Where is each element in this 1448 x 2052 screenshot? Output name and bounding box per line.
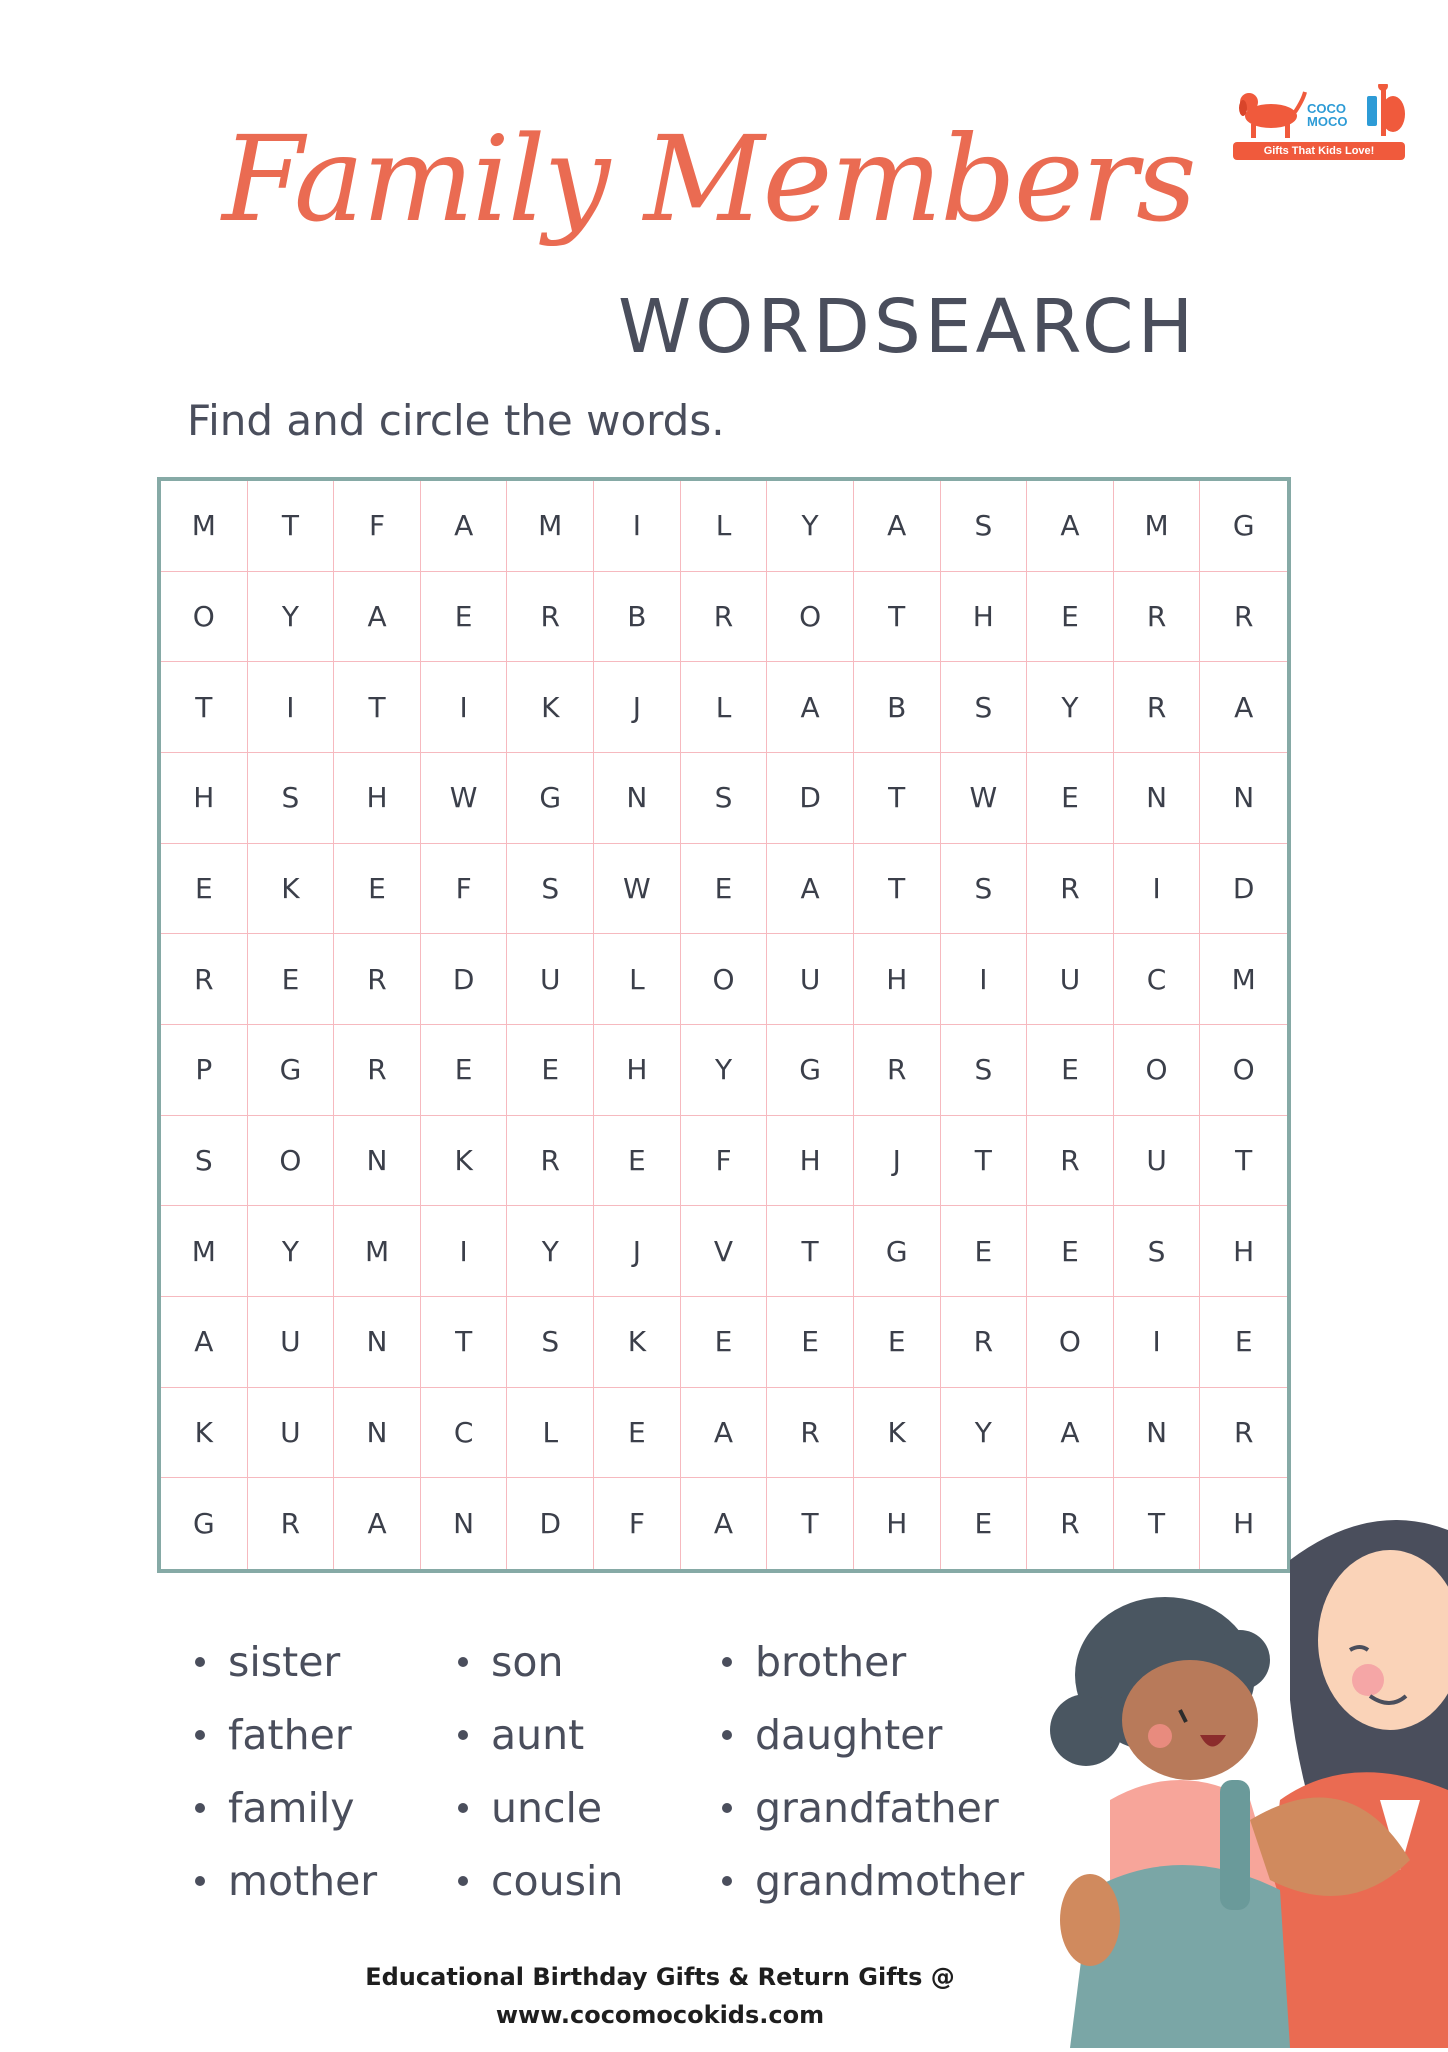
grid-cell[interactable]: D <box>767 753 854 844</box>
grid-cell[interactable]: Y <box>767 481 854 572</box>
word-label: uncle <box>491 1783 603 1832</box>
grid-cell[interactable]: K <box>594 1297 681 1388</box>
bullet-icon <box>195 1730 205 1740</box>
grid-cell[interactable]: R <box>1200 572 1287 663</box>
word-list-column-1 <box>195 1625 377 1917</box>
grid-cell[interactable]: Y <box>248 1206 335 1297</box>
grid-cell[interactable]: S <box>248 753 335 844</box>
grid-cell[interactable]: S <box>507 1297 594 1388</box>
grid-cell[interactable]: U <box>767 934 854 1025</box>
grid-cell[interactable]: U <box>248 1388 335 1479</box>
grid-cell[interactable]: R <box>1027 844 1114 935</box>
word-list-item <box>458 1698 623 1771</box>
grid-cell[interactable]: O <box>681 934 768 1025</box>
word-list-item <box>722 1771 1024 1844</box>
bullet-icon <box>722 1730 732 1740</box>
grid-cell[interactable]: E <box>767 1297 854 1388</box>
word-label: grandmother <box>755 1856 1025 1905</box>
grid-cell[interactable]: S <box>161 1116 248 1207</box>
grid-cell[interactable]: T <box>941 1116 1028 1207</box>
instruction-text: Find and circle the words. <box>187 396 725 445</box>
grid-cell[interactable]: A <box>1027 1388 1114 1479</box>
grid-cell[interactable]: O <box>767 572 854 663</box>
bullet-icon <box>458 1876 468 1886</box>
grid-cell[interactable]: N <box>594 753 681 844</box>
grid-cell[interactable]: D <box>421 934 508 1025</box>
grid-cell[interactable]: S <box>681 753 768 844</box>
logo-text-moco: MOCO <box>1307 114 1348 129</box>
grid-cell[interactable]: R <box>1114 572 1201 663</box>
grid-cell[interactable]: I <box>1114 844 1201 935</box>
grid-cell[interactable]: R <box>161 934 248 1025</box>
word-label: brother <box>755 1637 907 1686</box>
grid-cell[interactable]: S <box>507 844 594 935</box>
grid-cell[interactable]: W <box>594 844 681 935</box>
grid-cell[interactable]: E <box>1027 572 1114 663</box>
grid-cell[interactable]: A <box>1200 662 1287 753</box>
wordsearch-grid <box>157 477 1291 1573</box>
word-label: mother <box>228 1856 378 1905</box>
grid-cell[interactable]: O <box>1114 1025 1201 1116</box>
brand-logo <box>1233 84 1413 164</box>
word-list-item <box>195 1698 377 1771</box>
word-list-item <box>458 1844 623 1917</box>
grid-cell[interactable]: G <box>854 1206 941 1297</box>
grid-cell[interactable]: U <box>248 1297 335 1388</box>
grid-cell[interactable]: M <box>161 1206 248 1297</box>
grid-cell[interactable]: E <box>1200 1297 1287 1388</box>
grid-cell[interactable]: O <box>1200 1025 1287 1116</box>
logo-tagline: Gifts That Kids Love! <box>1233 142 1405 160</box>
word-label: sister <box>228 1637 341 1686</box>
grid-cell[interactable]: G <box>767 1025 854 1116</box>
grid-cell[interactable]: C <box>421 1388 508 1479</box>
bullet-icon <box>458 1730 468 1740</box>
grid-cell[interactable]: A <box>161 1297 248 1388</box>
hug-illustration-icon <box>1050 1500 1448 2048</box>
grid-cell[interactable]: L <box>681 662 768 753</box>
grid-cell[interactable]: I <box>594 481 681 572</box>
grid-cell[interactable]: R <box>1114 662 1201 753</box>
grid-cell[interactable]: L <box>681 481 768 572</box>
word-list-item <box>195 1844 377 1917</box>
grid-cell[interactable]: P <box>161 1025 248 1116</box>
grid-cell[interactable]: E <box>1027 1206 1114 1297</box>
grid-cell[interactable]: H <box>1200 1206 1287 1297</box>
grid-cell[interactable]: A <box>334 1478 421 1569</box>
word-label: father <box>228 1710 352 1759</box>
grid-cell[interactable]: R <box>941 1297 1028 1388</box>
grid-cell[interactable]: I <box>1114 1297 1201 1388</box>
word-list-item <box>458 1771 623 1844</box>
word-list-item <box>195 1625 377 1698</box>
grid-cell[interactable]: I <box>248 662 335 753</box>
bullet-icon <box>195 1657 205 1667</box>
grid-cell[interactable]: E <box>681 844 768 935</box>
grid-cell[interactable]: B <box>854 662 941 753</box>
grid-cell[interactable]: Y <box>248 572 335 663</box>
grid-cell[interactable]: M <box>334 1206 421 1297</box>
grid-cell[interactable]: J <box>854 1116 941 1207</box>
bullet-icon <box>458 1803 468 1813</box>
grid-cell[interactable]: S <box>941 662 1028 753</box>
bullet-icon <box>195 1876 205 1886</box>
grid-cell[interactable]: Y <box>681 1025 768 1116</box>
grid-cell[interactable]: R <box>248 1478 335 1569</box>
grid-cell[interactable]: K <box>421 1116 508 1207</box>
grid-cell[interactable]: A <box>1027 481 1114 572</box>
grid-cell[interactable]: A <box>681 1478 768 1569</box>
grid-cell[interactable]: E <box>421 572 508 663</box>
grid-cell[interactable]: I <box>941 934 1028 1025</box>
grid-cell[interactable]: R <box>334 934 421 1025</box>
grid-cell[interactable]: F <box>421 844 508 935</box>
grid-cell[interactable]: H <box>854 1478 941 1569</box>
grid-cell[interactable]: R <box>854 1025 941 1116</box>
grid-cell[interactable]: N <box>421 1478 508 1569</box>
word-list-item <box>195 1771 377 1844</box>
grid-cell[interactable]: K <box>248 844 335 935</box>
grid-cell[interactable]: R <box>507 1116 594 1207</box>
grid-cell[interactable]: S <box>941 844 1028 935</box>
grid-cell[interactable]: E <box>1027 753 1114 844</box>
grid-cell[interactable]: W <box>941 753 1028 844</box>
grid-cell[interactable]: T <box>248 481 335 572</box>
grid-cell[interactable]: Y <box>1027 662 1114 753</box>
bullet-icon <box>195 1803 205 1813</box>
word-label: family <box>228 1783 355 1832</box>
grid-cell[interactable]: E <box>941 1478 1028 1569</box>
grid-cell[interactable]: H <box>767 1116 854 1207</box>
grid-cell[interactable]: T <box>161 662 248 753</box>
grid-cell[interactable]: T <box>854 753 941 844</box>
bullet-icon <box>722 1657 732 1667</box>
grid-cell[interactable]: M <box>1200 934 1287 1025</box>
grid-cell[interactable]: W <box>421 753 508 844</box>
grid-cell[interactable]: F <box>681 1116 768 1207</box>
grid-cell[interactable]: N <box>334 1388 421 1479</box>
grid-cell[interactable]: A <box>681 1388 768 1479</box>
grid-cell[interactable]: S <box>1114 1206 1201 1297</box>
grid-cell[interactable]: T <box>1114 1478 1201 1569</box>
grid-cell[interactable]: T <box>334 662 421 753</box>
word-list-item <box>722 1698 1024 1771</box>
grid-cell[interactable]: Y <box>941 1388 1028 1479</box>
grid-cell[interactable]: F <box>334 481 421 572</box>
grid-cell[interactable]: A <box>854 481 941 572</box>
grid-cell[interactable]: H <box>594 1025 681 1116</box>
grid-cell[interactable]: O <box>1027 1297 1114 1388</box>
grid-cell[interactable]: C <box>1114 934 1201 1025</box>
word-label: grandfather <box>755 1783 999 1832</box>
grid-cell[interactable]: I <box>421 662 508 753</box>
grid-cell[interactable]: S <box>941 481 1028 572</box>
grid-cell[interactable]: U <box>507 934 594 1025</box>
grid-cell[interactable]: E <box>1027 1025 1114 1116</box>
footer <box>300 1958 1020 2034</box>
word-label: son <box>491 1637 564 1686</box>
grid-cell[interactable]: E <box>248 934 335 1025</box>
grid-cell[interactable]: I <box>421 1206 508 1297</box>
bullet-icon <box>722 1803 732 1813</box>
grid-cell[interactable]: T <box>767 1206 854 1297</box>
grid-cell[interactable]: L <box>594 934 681 1025</box>
grid-cell[interactable]: N <box>1200 753 1287 844</box>
grid-cell[interactable]: K <box>507 662 594 753</box>
grid-cell[interactable]: T <box>854 572 941 663</box>
grid-cell[interactable]: G <box>507 753 594 844</box>
grid-cell[interactable]: E <box>681 1297 768 1388</box>
word-label: daughter <box>755 1710 943 1759</box>
grid-cell[interactable]: U <box>1027 934 1114 1025</box>
grid-cell[interactable]: E <box>161 844 248 935</box>
grid-cell[interactable]: K <box>854 1388 941 1479</box>
mother-daughter-illustration <box>1050 1500 1448 2048</box>
grid-cell[interactable]: E <box>334 844 421 935</box>
grid-cell[interactable]: R <box>767 1388 854 1479</box>
grid-cell[interactable]: M <box>161 481 248 572</box>
grid-cell[interactable]: S <box>941 1025 1028 1116</box>
grid-cell[interactable]: M <box>507 481 594 572</box>
word-label: aunt <box>491 1710 585 1759</box>
footer-line-1: Educational Birthday Gifts & Return Gifts @ <box>365 1963 955 1991</box>
grid-cell[interactable]: E <box>421 1025 508 1116</box>
grid-cell[interactable]: N <box>1114 753 1201 844</box>
logo-text-coco: COCO <box>1307 101 1346 116</box>
word-list-item <box>722 1625 1024 1698</box>
footer-website-link[interactable]: www.cocomocokids.com <box>495 2001 825 2029</box>
grid-cell[interactable]: R <box>681 572 768 663</box>
grid-cell[interactable]: H <box>1233 1507 1255 1541</box>
word-list-column-3 <box>722 1625 1024 1917</box>
grid-cell[interactable]: E <box>941 1206 1028 1297</box>
grid-cell[interactable]: A <box>334 572 421 663</box>
grid-cell[interactable]: T <box>421 1297 508 1388</box>
grid-cell[interactable]: J <box>594 1206 681 1297</box>
bullet-icon <box>458 1657 468 1667</box>
grid-cell[interactable]: G <box>1200 481 1287 572</box>
page-title: WORDSEARCH <box>618 284 1198 370</box>
grid-cell[interactable]: G <box>248 1025 335 1116</box>
grid-cell[interactable]: A <box>421 481 508 572</box>
grid-cell[interactable]: Y <box>507 1206 594 1297</box>
grid-cell[interactable]: B <box>594 572 681 663</box>
grid-cell[interactable]: D <box>507 1478 594 1569</box>
word-list-item <box>722 1844 1024 1917</box>
grid-cell[interactable]: N <box>334 1297 421 1388</box>
grid-cell[interactable]: H <box>334 753 421 844</box>
grid-cell[interactable]: R <box>507 572 594 663</box>
word-list-column-2 <box>458 1625 623 1917</box>
word-list-item <box>458 1625 623 1698</box>
grid-cell[interactable]: O <box>248 1116 335 1207</box>
grid-cell[interactable]: R <box>1027 1116 1114 1207</box>
grid-cell[interactable]: H <box>941 572 1028 663</box>
grid-cell[interactable]: H <box>854 934 941 1025</box>
grid-cell[interactable]: K <box>161 1388 248 1479</box>
grid-cell[interactable]: E <box>594 1116 681 1207</box>
grid-cell[interactable]: L <box>507 1388 594 1479</box>
grid-cell[interactable]: V <box>681 1206 768 1297</box>
grid-cell[interactable]: T <box>767 1478 854 1569</box>
grid-cell[interactable]: J <box>594 662 681 753</box>
grid-cell[interactable]: R <box>1200 1388 1287 1479</box>
grid-cell[interactable]: E <box>854 1297 941 1388</box>
grid-cell[interactable]: A <box>767 844 854 935</box>
grid-cell[interactable]: G <box>161 1478 248 1569</box>
grid-cell[interactable]: F <box>594 1478 681 1569</box>
grid-cell[interactable]: A <box>767 662 854 753</box>
bullet-icon <box>722 1876 732 1886</box>
grid-cell[interactable]: R <box>1027 1478 1114 1569</box>
grid-cell[interactable]: R <box>334 1025 421 1116</box>
grid-cell[interactable]: D <box>1200 844 1287 935</box>
word-label: cousin <box>491 1856 624 1905</box>
grid-cell[interactable]: H <box>161 753 248 844</box>
grid-cell[interactable]: T <box>1200 1116 1287 1207</box>
grid-cell[interactable]: E <box>594 1388 681 1479</box>
grid-cell[interactable]: E <box>507 1025 594 1116</box>
grid-cell[interactable]: O <box>161 572 248 663</box>
grid-cell[interactable]: T <box>854 844 941 935</box>
grid-cell[interactable]: U <box>1114 1116 1201 1207</box>
grid-cell[interactable]: N <box>1114 1388 1201 1479</box>
title-script: Family Members <box>222 110 1195 248</box>
grid-cell[interactable]: M <box>1114 481 1201 572</box>
grid-cell[interactable]: N <box>334 1116 421 1207</box>
